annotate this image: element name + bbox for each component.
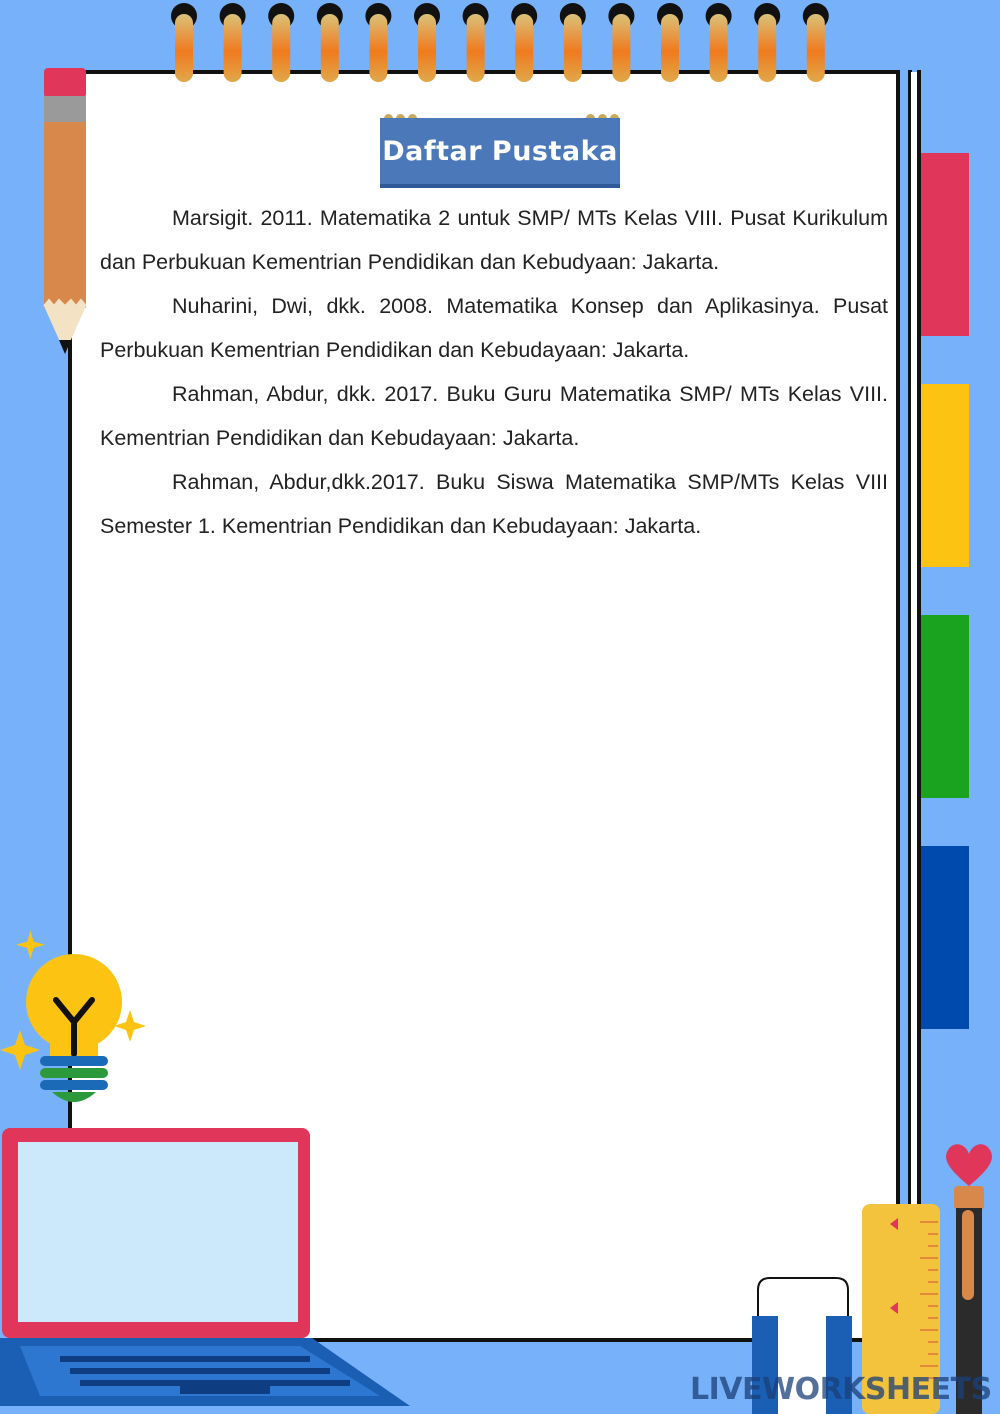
spiral-ring [272, 14, 290, 82]
tab-green [921, 615, 969, 798]
spiral-ring [807, 14, 825, 82]
watermark-text: LIVEWORKSHEETS [690, 1372, 992, 1407]
tab-blue [921, 846, 969, 1029]
tab-yellow [921, 384, 969, 567]
reference-entry: Marsigit. 2011. Matematika 2 untuk SMP/ MTs Kelas VIII. Pusat Kurikulum dan Perbukuan Kementrian Pendidikan dan Kebudyaan: Jakarta. [100, 206, 888, 274]
spiral-ring [515, 14, 533, 82]
spiral-ring [467, 14, 485, 82]
bibliography-list [100, 196, 888, 548]
laptop-icon [0, 1126, 410, 1414]
pencil-icon [40, 68, 92, 358]
spiral-ring [612, 14, 630, 82]
reference-entry: Rahman, Abdur, dkk. 2017. Buku Guru Matematika SMP/ MTs Kelas VIII. Kementrian Pendidikan dan Kebudayaan: Jakarta. [100, 382, 888, 450]
reference-entry: Nuharini, Dwi, dkk. 2008. Matematika Konsep dan Aplikasinya. Pusat Perbukuan Kementrian Pendidikan dan Kebudayaan: Jakarta. [100, 294, 888, 362]
title-banner [380, 118, 620, 188]
page-title: Daftar Pustaka [382, 135, 618, 167]
spiral-ring [321, 14, 339, 82]
spiral-ring [418, 14, 436, 82]
spiral-ring [175, 14, 193, 82]
spiral-ring [661, 14, 679, 82]
spiral-rings-icon [0, 0, 1000, 90]
light-bulb-icon [0, 930, 160, 1110]
reference-entry: Rahman, Abdur,dkk.2017. Buku Siswa Matematika SMP/MTs Kelas VIII Semester 1. Kementrian Pendidikan dan Kebudayaan: Jakarta. [100, 470, 888, 538]
spiral-ring [224, 14, 242, 82]
spiral-ring [564, 14, 582, 82]
watermark-logo [690, 1372, 992, 1407]
tab-red [921, 153, 969, 336]
spiral-ring [758, 14, 776, 82]
spiral-ring [710, 14, 728, 82]
spiral-ring [369, 14, 387, 82]
